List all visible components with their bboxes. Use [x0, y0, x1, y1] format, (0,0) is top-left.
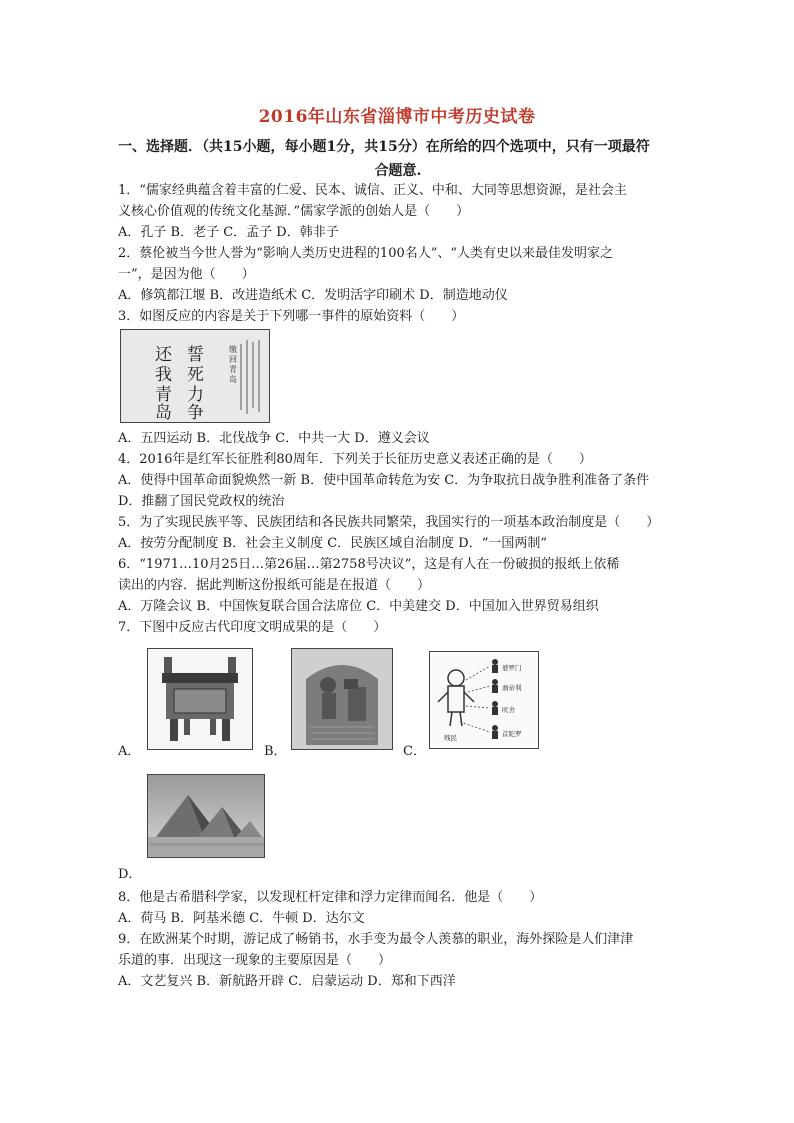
caste-label: 婆罗门	[502, 664, 522, 672]
question-3-stem: 3．如图反应的内容是关于下列哪一事件的原始资料（ ）	[118, 309, 465, 324]
caste-label: 首陀罗	[502, 730, 522, 738]
slogan-char: 我	[155, 365, 172, 385]
question-6-line1: 6．“1971…10月25日…第26届…第2758号决议”，这是有人在一份破损的报纸上依稀	[118, 557, 620, 572]
question-7-stem: 7．下图中反应古代印度文明成果的是（ ）	[118, 620, 387, 635]
caste-label: 刹帝利	[502, 684, 522, 692]
question-9-options: A．文艺复兴 B．新航路开辟 C．启蒙运动 D．郑和下西洋	[118, 974, 456, 989]
q7-option-b-image	[291, 648, 393, 750]
newspaper-clipping-image	[121, 330, 269, 422]
section-heading-line1: 一、选择题．（共15小题，每小题1分，共15分）在所给的四个选项中，只有一项最符	[118, 139, 650, 155]
question-4-stem: 4．2016年是红军长征胜利80周年．下列关于长征历史意义表述正确的是（ ）	[118, 452, 592, 467]
question-1-line2: 义核心价值观的传统文化基源．”儒家学派的创始人是（ ）	[118, 204, 470, 219]
question-2-line2: 一”，是因为他（ ）	[118, 267, 255, 282]
slogan-char: 青	[155, 385, 172, 405]
newspaper-small-char: 青	[229, 365, 237, 374]
caste-label: 贱民	[444, 734, 457, 742]
question-5-stem: 5．为了实现民族平等、民族团结和各民族共同繁荣，我国实行的一项基本政治制度是（ ）	[118, 515, 660, 530]
slogan-char: 力	[187, 385, 204, 405]
q7-option-d-label: D．	[118, 867, 142, 882]
pyramids-image	[148, 775, 264, 857]
q3-newspaper-figure	[120, 329, 270, 423]
slogan-char: 死	[187, 365, 204, 385]
question-3-options: A．五四运动 B．北伐战争 C．中共一大 D．遵义会议	[118, 431, 430, 446]
question-6-line2: 读出的内容．据此判断这份报纸可能是在报道（ ）	[118, 578, 431, 593]
question-1-options: A．孔子 B．老子 C．孟子 D．韩非子	[118, 225, 339, 240]
slogan-char: 还	[155, 345, 172, 365]
bronze-ding-image	[148, 649, 252, 749]
q7-option-a-image	[147, 648, 253, 750]
question-2-line1: 2．蔡伦被当今世人誉为“影响人类历史进程的100名人”、“人类有史以来最佳发明家之	[118, 246, 614, 261]
question-5-options: A．按劳分配制度 B．社会主义制度 C．民族区域自治制度 D．“一国两制”	[118, 536, 548, 551]
newspaper-small-char: 缴	[229, 345, 237, 354]
caste-system-diagram	[430, 652, 538, 748]
question-9-line2: 乐道的事．出现这一现象的主要原因是（ ）	[118, 953, 392, 968]
question-8-options: A．荷马 B．阿基米德 C．牛顿 D．达尔文	[118, 911, 365, 926]
slogan-char: 争	[187, 403, 204, 422]
hammurabi-stele-image	[292, 649, 392, 749]
q7-option-c-label: C．	[403, 744, 426, 759]
newspaper-small-char: 回	[229, 355, 237, 364]
question-6-options: A．万隆会议 B．中国恢复联合国合法席位 C．中美建交 D．中国加入世界贸易组织	[118, 599, 599, 614]
q7-option-a-label: A．	[118, 744, 141, 759]
exam-title: 2016年山东省淄博市中考历史试卷	[258, 107, 536, 127]
caste-label: 吠舍	[502, 706, 515, 714]
section-heading-line2: 合题意.	[374, 163, 422, 179]
newspaper-small-char: 岛	[229, 375, 237, 384]
question-1-line1: 1．“儒家经典蕴含着丰富的仁爱、民本、诚信、正义、中和、大同等思想资源，是社会主	[118, 183, 627, 198]
question-8-stem: 8．他是古希腊科学家，以发现杠杆定律和浮力定律而闻名．他是（ ）	[118, 890, 543, 905]
question-4-options-line1: A．使得中国革命面貌焕然一新 B．使中国革命转危为安 C．为争取抗日战争胜利准备了条件	[118, 473, 650, 488]
slogan-char: 岛	[155, 403, 172, 422]
question-2-options: A．修筑都江堰 B．改进造纸术 C．发明活字印刷术 D．制造地动仪	[118, 288, 508, 303]
slogan-char: 誓	[187, 345, 204, 365]
question-9-line1: 9．在欧洲某个时期，游记成了畅销书，水手变为最令人羡慕的职业，海外探险是人们津津	[118, 932, 634, 947]
question-4-options-line2: D．推翻了国民党政权的统治	[118, 494, 285, 509]
q7-option-c-image	[429, 651, 539, 749]
q7-option-d-image	[147, 774, 265, 858]
q7-option-b-label: B．	[264, 744, 287, 759]
